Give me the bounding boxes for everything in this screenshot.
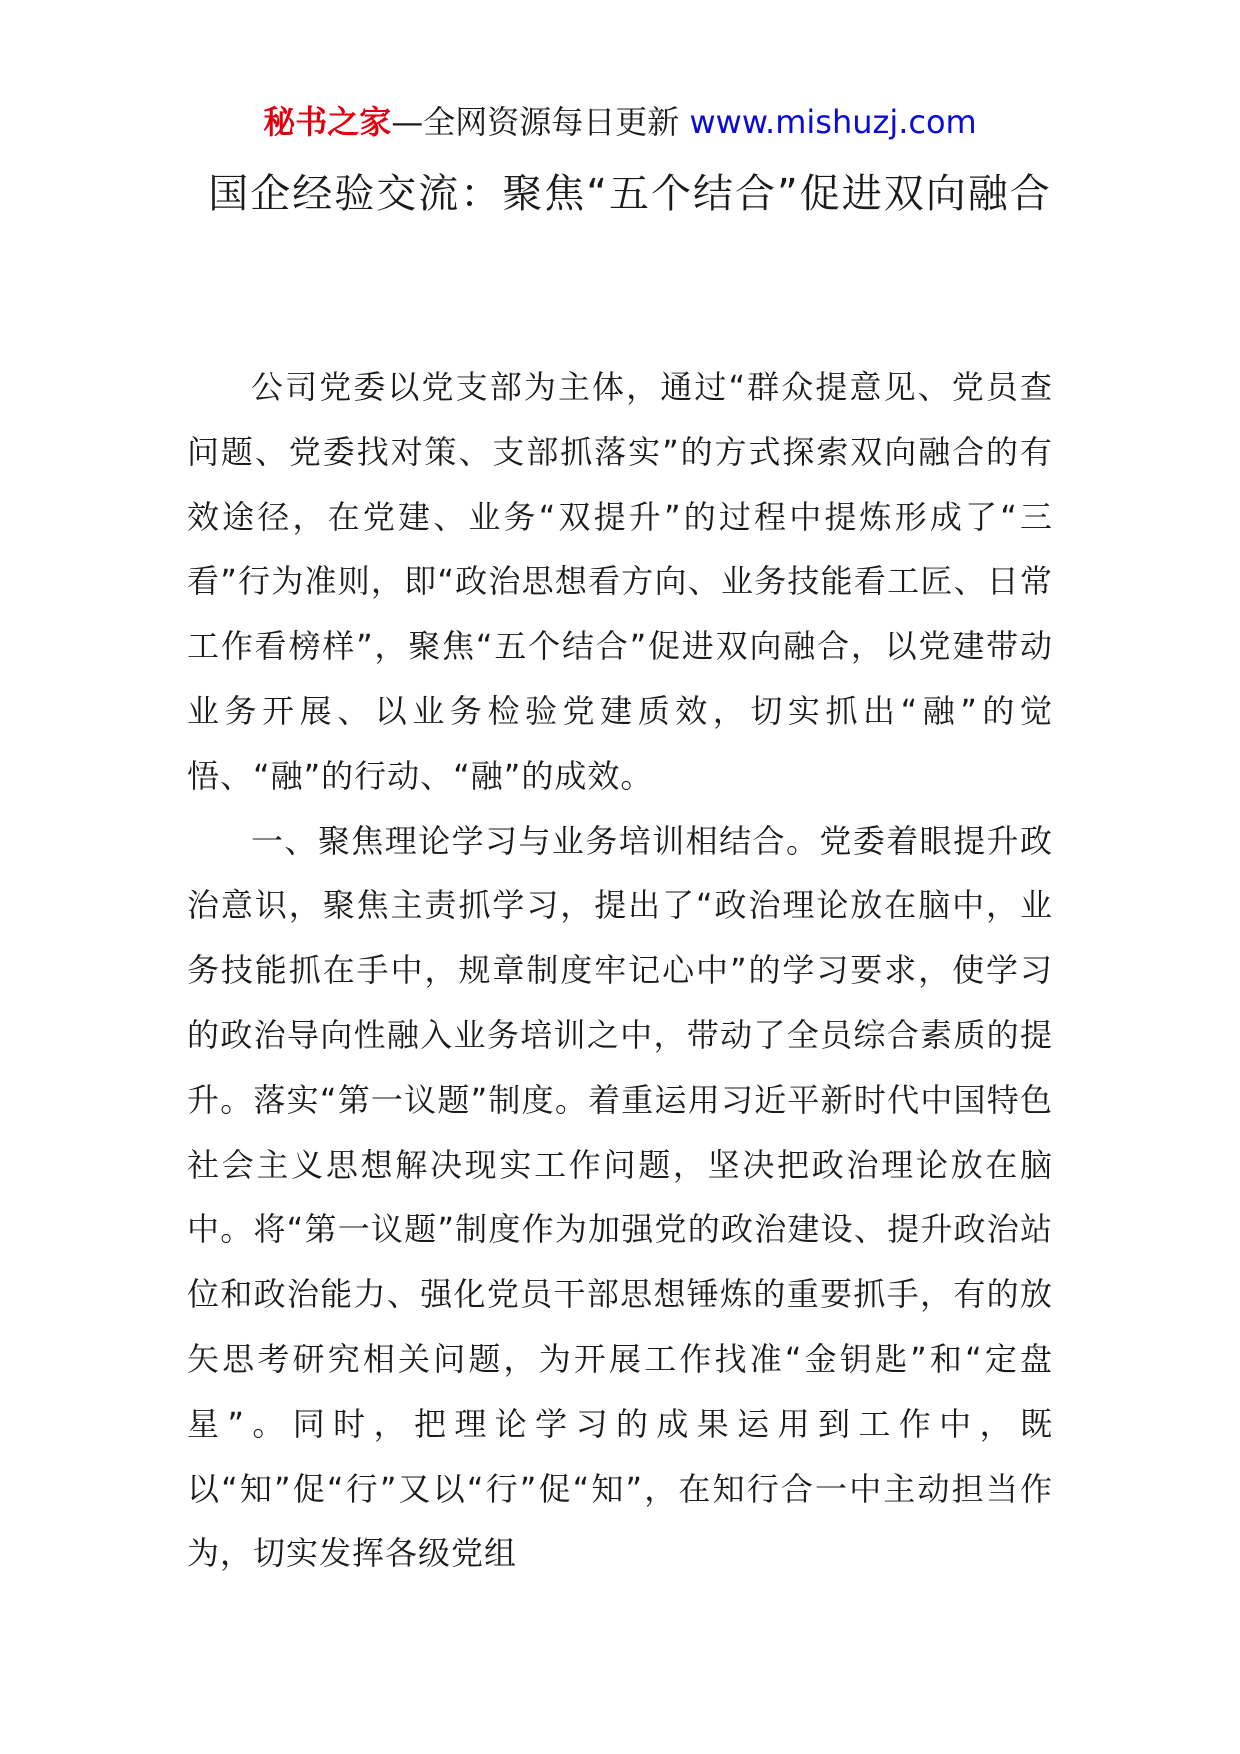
site-header-banner <box>0 100 1240 144</box>
document-body <box>187 355 1053 1586</box>
document-title: 国企经验交流：聚焦“五个结合”促进双向融合 <box>208 171 1052 217</box>
site-url-link[interactable]: www.mishuzj.com <box>689 103 977 141</box>
brand-name: 秘书之家 <box>263 103 392 141</box>
header-slogan: —全网资源每日更新 <box>391 103 690 141</box>
intro-paragraph: 公司党委以党支部为主体，通过“群众提意见、党员查问题、党委找对策、支部抓落实”的方式探索双向融合的有效途径，在党建、业务“双提升”的过程中提炼形成了“三看”行为准则，即“政治思想看方向、业务技能看工匠、日常工作看榜样”，聚焦“五个结合”促进双向融合，以党建带动业务开展、以业务检验党建质效，切实抓出“融”的觉悟、“融”的行动、“融”的成效。 <box>187 368 1053 795</box>
section-one-paragraph: 一、聚焦理论学习与业务培训相结合。党委着眼提升政治意识，聚焦主责抓学习，提出了“政治理论放在脑中，业务技能抓在手中，规章制度牢记心中”的学习要求，使学习的政治导向性融入业务培训之中，带动了全员综合素质的提升。落实“第一议题”制度。着重运用习近平新时代中国特色社会主义思想解决现实工作问题，坚决把政治理论放在脑中。将“第一议题”制度作为加强党的政治建设、提升政治站位和政治能力、强化党员干部思想锤炼的重要抓手，有的放矢思考研究相关问题，为开展工作找准“金钥匙”和“定盘星”。同时，把理论学习的成果运用到工作中，既以“知”促“行”又以“行”促“知”，在知行合一中主动担当作为，切实发挥各级党组 <box>187 821 1053 1573</box>
